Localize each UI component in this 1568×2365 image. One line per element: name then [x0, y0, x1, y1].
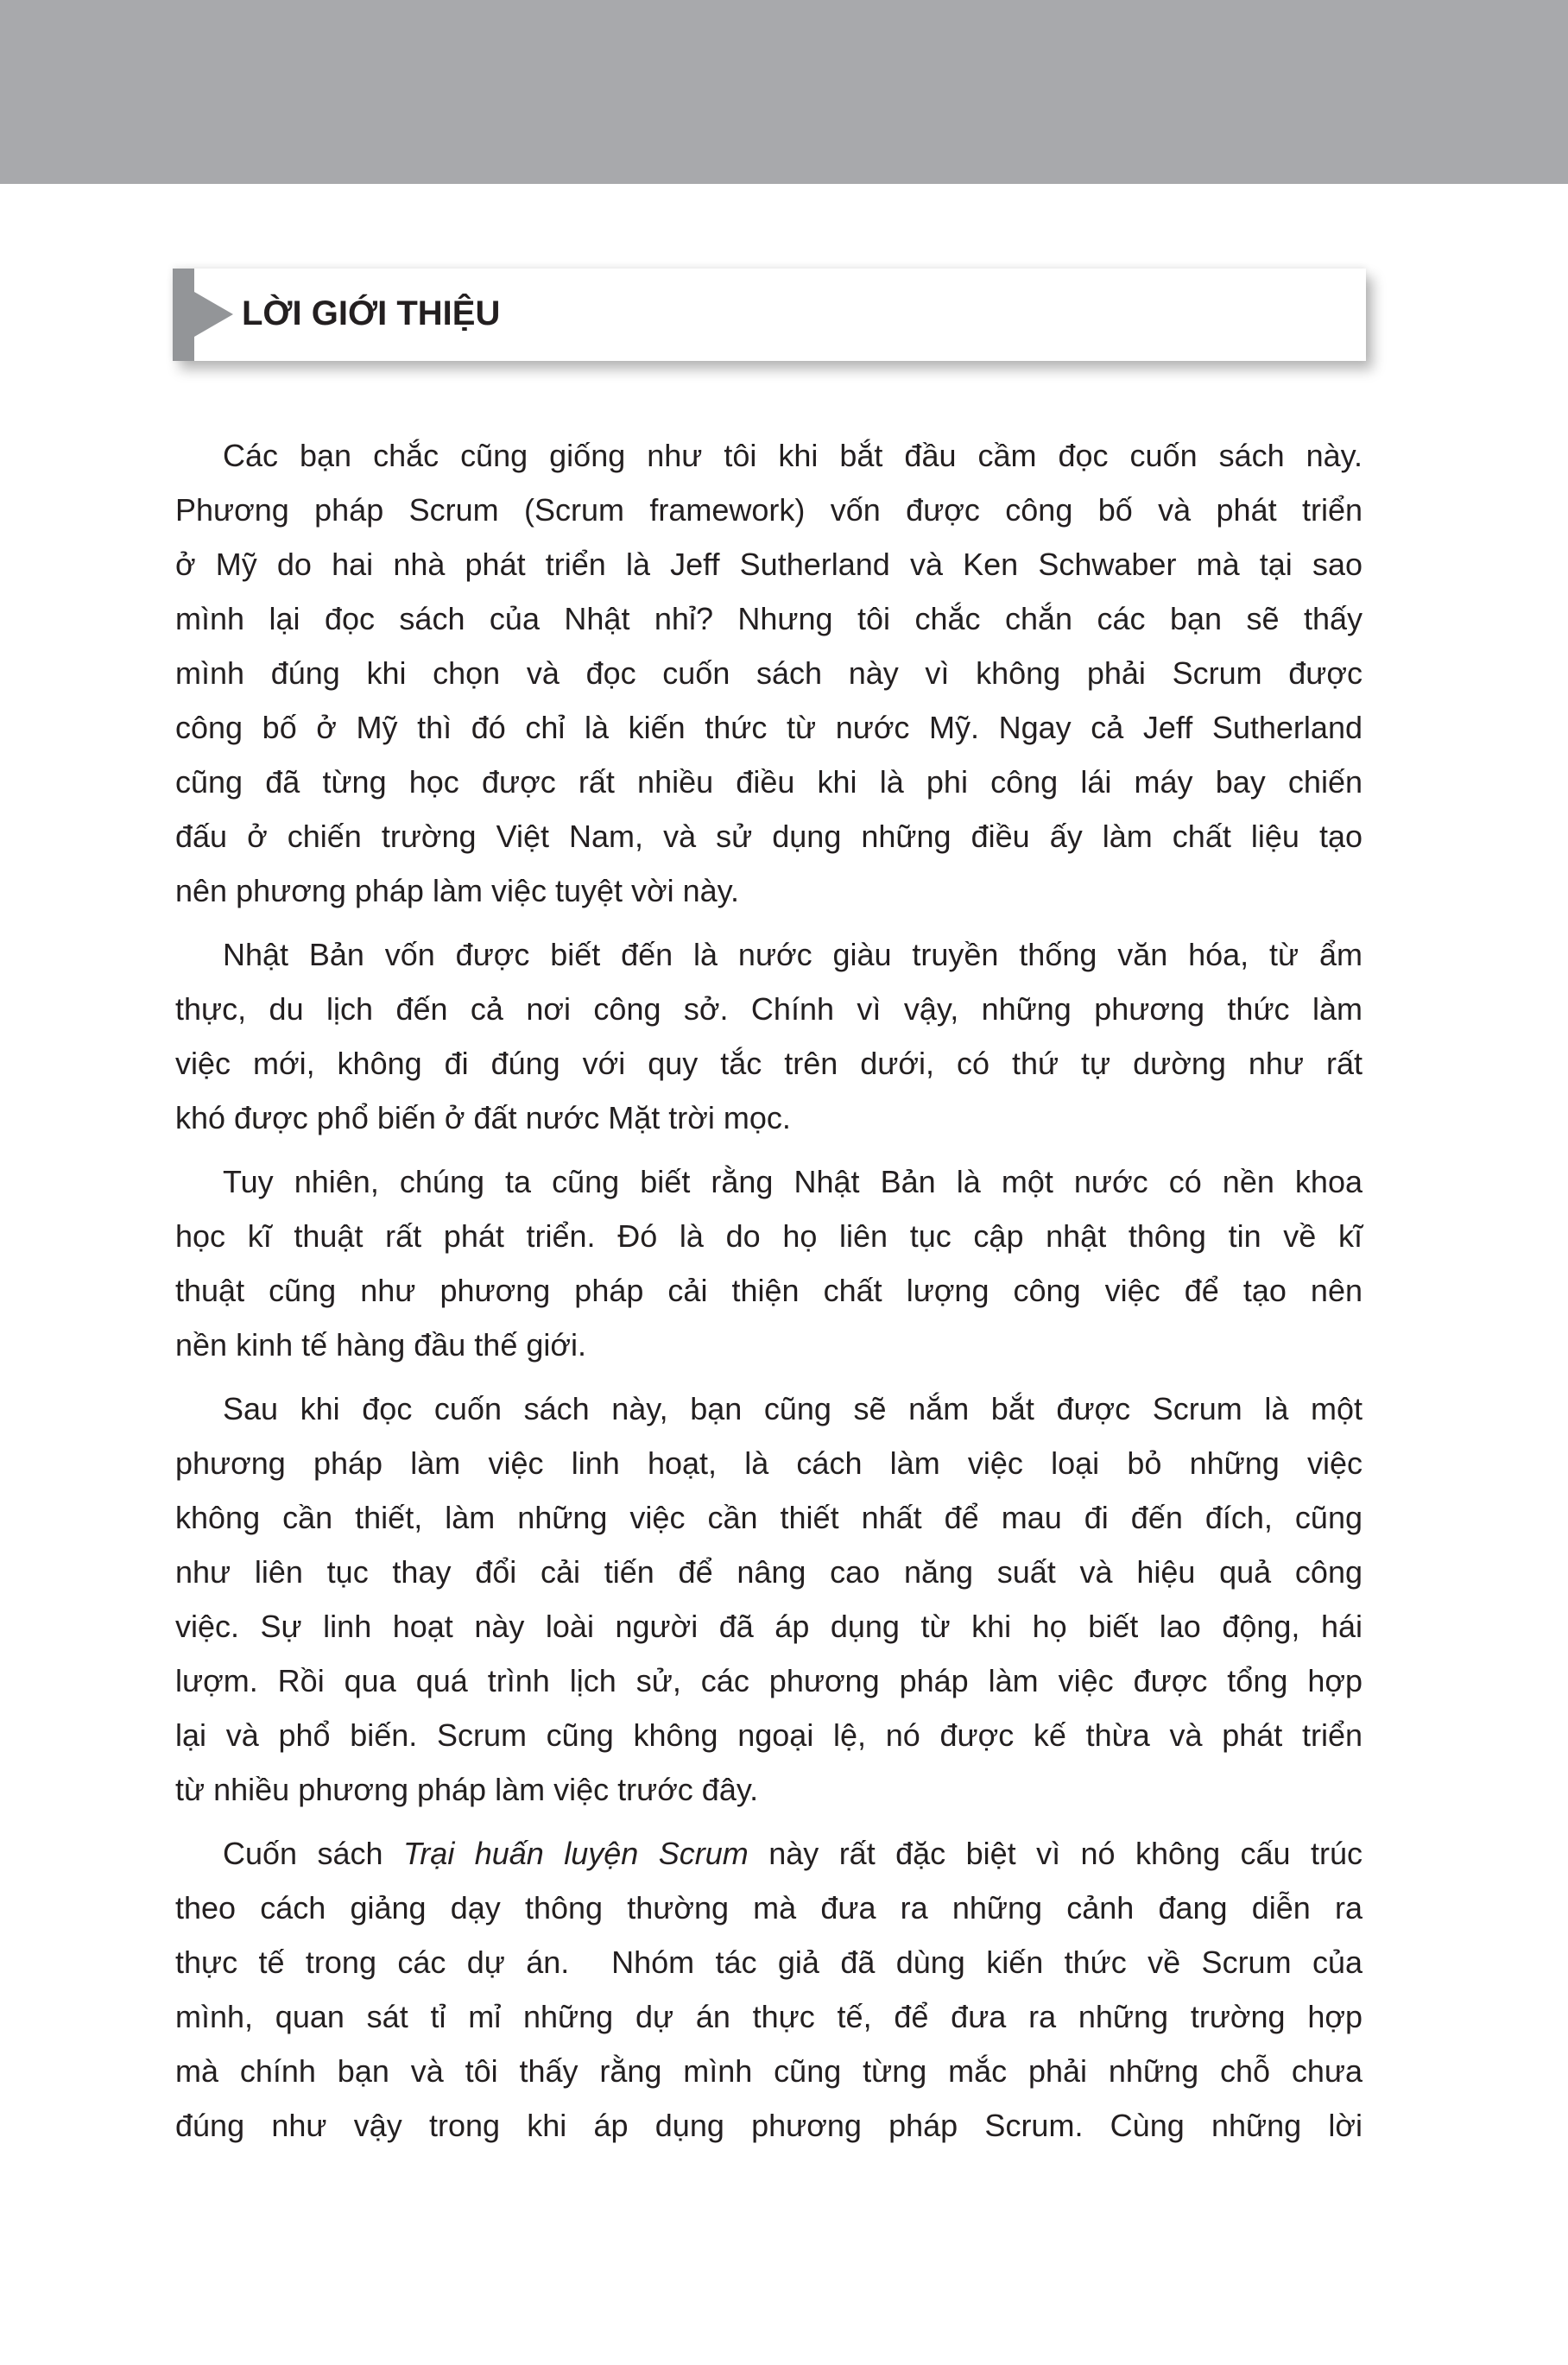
- text-run: này rất đặc biệt vì nó không cấu trúc: [748, 1836, 1363, 1871]
- text-line: khó được phổ biến ở đất nước Mặt trời mọc.: [175, 1100, 791, 1135]
- paragraph-3: [175, 1154, 1363, 1372]
- text-line: Sau khi đọc cuốn sách này, bạn cũng sẽ nắm bắt được Scrum là một: [223, 1391, 1363, 1426]
- paragraph-5: [175, 1826, 1363, 2153]
- text-line: mình, quan sát tỉ mỉ những dự án thực tế, để đưa ra những trường hợp: [175, 1999, 1363, 2034]
- section-title: LỜI GIỚI THIỆU: [242, 294, 501, 332]
- text-run: Cuốn sách: [223, 1836, 403, 1871]
- text-line: [175, 1826, 1363, 1881]
- text-line: nên phương pháp làm việc tuyệt vời này.: [175, 873, 740, 908]
- text-line: mà chính bạn và tôi thấy rằng mình cũng từng mắc phải những chỗ chưa: [175, 2053, 1363, 2089]
- text-line: việc. Sự linh hoạt này loài người đã áp dụng từ khi họ biết lao động, hái: [175, 1609, 1363, 1644]
- heading-accent-bar: [173, 269, 194, 361]
- text-line: đúng như vậy trong khi áp dụng phương pháp Scrum. Cùng những lời: [175, 2108, 1363, 2143]
- text-line: mình đúng khi chọn và đọc cuốn sách này vì không phải Scrum được: [175, 655, 1363, 691]
- text-line: phương pháp làm việc linh hoạt, là cách làm việc loại bỏ những việc: [175, 1445, 1363, 1481]
- text-line: theo cách giảng dạy thông thường mà đưa ra những cảnh đang diễn ra: [175, 1890, 1363, 1926]
- text-line: cũng đã từng học được rất nhiều điều khi là phi công lái máy bay chiến: [175, 764, 1363, 800]
- paragraph-2: [175, 927, 1363, 1145]
- text-line: Nhật Bản vốn được biết đến là nước giàu truyền thống văn hóa, từ ẩm: [223, 937, 1363, 972]
- text-line: không cần thiết, làm những việc cần thiết nhất để mau đi đến đích, cũng: [175, 1500, 1363, 1535]
- text-line: lượm. Rồi qua quá trình lịch sử, các phương pháp làm việc được tổng hợp: [175, 1663, 1363, 1698]
- text-line: từ nhiều phương pháp làm việc trước đây.: [175, 1772, 759, 1807]
- text-line: Phương pháp Scrum (Scrum framework) vốn được công bố và phát triển: [175, 492, 1363, 528]
- text-line: công bố ở Mỹ thì đó chỉ là kiến thức từ nước Mỹ. Ngay cả Jeff Sutherland: [175, 710, 1363, 745]
- text-line: thực, du lịch đến cả nơi công sở. Chính vì vậy, những phương thức làm: [175, 991, 1363, 1027]
- text-line: ở Mỹ do hai nhà phát triển là Jeff Sutherland và Ken Schwaber mà tại sao: [175, 547, 1363, 582]
- triangle-right-icon: [194, 292, 233, 337]
- text-line: nền kinh tế hàng đầu thế giới.: [175, 1327, 586, 1363]
- paragraph-1: [175, 428, 1363, 918]
- book-title-italic: Trại huấn luyện Scrum: [402, 1836, 749, 1871]
- body-text: [175, 428, 1363, 2162]
- text-line: đấu ở chiến trường Việt Nam, và sử dụng những điều ấy làm chất liệu tạo: [175, 819, 1363, 854]
- paragraph-4: [175, 1382, 1363, 1817]
- text-line: thực tế trong các dự án. Nhóm tác giả đã dùng kiến thức về Scrum của: [175, 1944, 1363, 1980]
- top-gray-band: [0, 0, 1568, 184]
- text-line: lại và phổ biến. Scrum cũng không ngoại lệ, nó được kế thừa và phát triển: [175, 1717, 1363, 1753]
- text-line: Các bạn chắc cũng giống như tôi khi bắt đầu cầm đọc cuốn sách này.: [223, 438, 1363, 473]
- text-line: thuật cũng như phương pháp cải thiện chất lượng công việc để tạo nên: [175, 1273, 1363, 1308]
- text-line: như liên tục thay đổi cải tiến để nâng cao năng suất và hiệu quả công: [175, 1554, 1363, 1590]
- text-line: học kĩ thuật rất phát triển. Đó là do họ liên tục cập nhật thông tin về kĩ: [175, 1218, 1363, 1254]
- section-heading-box: [173, 269, 1366, 361]
- text-line: mình lại đọc sách của Nhật nhỉ? Nhưng tôi chắc chắn các bạn sẽ thấy: [175, 601, 1363, 636]
- text-line: việc mới, không đi đúng với quy tắc trên dưới, có thứ tự dường như rất: [175, 1046, 1363, 1081]
- text-line: Tuy nhiên, chúng ta cũng biết rằng Nhật Bản là một nước có nền khoa: [223, 1164, 1363, 1199]
